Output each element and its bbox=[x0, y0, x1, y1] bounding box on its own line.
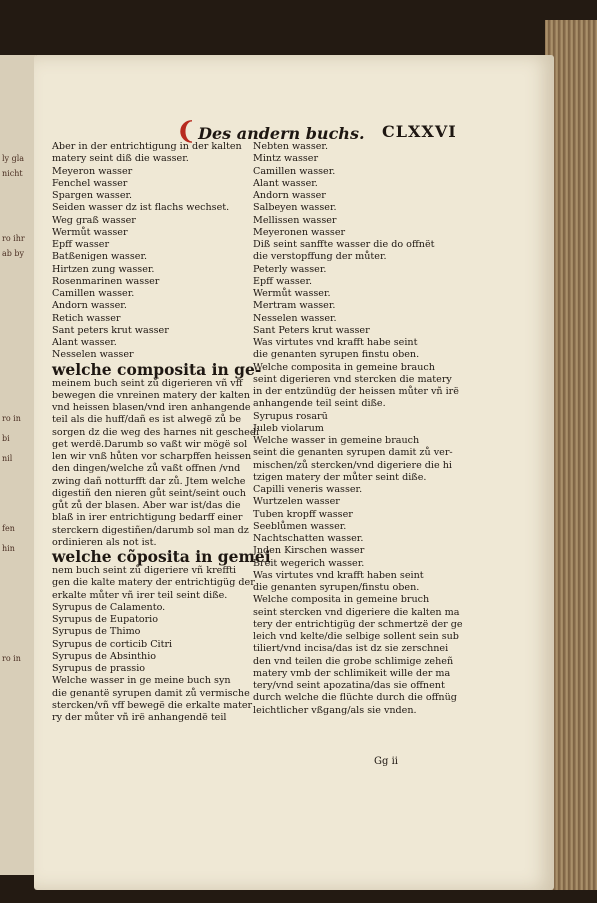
text-line: sterckern digestiñen/darumb sol man dz bbox=[52, 524, 249, 536]
text-line: die verstopffung der můter. bbox=[253, 251, 387, 263]
text-line: stercken/vñ vff bewegë die erkalte mater bbox=[52, 699, 253, 711]
text-line: zwing dañ notturfft dar zů. Jtem welche bbox=[52, 475, 246, 487]
text-line: Welche composita in gemeine bruch bbox=[253, 594, 430, 606]
text-line: tiliert/vnd incisa/das ist dz sie zerschnei bbox=[253, 643, 449, 655]
text-line: Camillen wasser. bbox=[253, 165, 336, 177]
text-line: Alant wasser. bbox=[253, 177, 318, 189]
text-line: Welche wasser in gemeine brauch bbox=[253, 435, 420, 446]
text-line: leichtlicher vßgang/als sie vnden. bbox=[253, 704, 417, 716]
text-line: get werdë.Darumb so vaßt wir mögë sol bbox=[52, 438, 248, 450]
text-line: Syrupus de prassio bbox=[52, 663, 146, 674]
text-line: Salbeyen wasser. bbox=[253, 202, 337, 214]
folio-number: CLXXVI bbox=[382, 122, 457, 141]
text-line: Capilli veneris wasser. bbox=[253, 484, 363, 495]
text-line: Wermůt wasser bbox=[52, 226, 128, 238]
text-line: Syrupus de Eupatorio bbox=[52, 614, 159, 625]
text-line: meinem buch seint zů digerieren vñ vff bbox=[52, 377, 243, 389]
text-line: Juleb violarum bbox=[253, 422, 324, 434]
left-page-text: ro ihr bbox=[2, 234, 25, 243]
text-line: Was virtutes vnd krafft haben seint bbox=[253, 569, 424, 581]
text-line: Syrupus de Absinthio bbox=[52, 650, 157, 662]
text-line: ry der můter vñ irë anhangendë teil bbox=[52, 712, 227, 723]
text-line: Welche wasser in ge meine buch syn bbox=[52, 675, 231, 687]
text-line: Seiden wasser dz ist flachs wechset. bbox=[52, 202, 230, 214]
text-line: bewegen die vnreinen matery der kalten bbox=[52, 389, 250, 401]
left-page-text: ly gla bbox=[2, 154, 25, 163]
text-line: Sant Peters krut wasser bbox=[253, 324, 370, 336]
left-page-text: nil bbox=[2, 454, 13, 463]
text-line: vnd heissen blasen/vnd iren anhangende bbox=[52, 402, 251, 413]
text-line: teil als die huff/dañ es ist alwegë zů be bbox=[52, 414, 242, 426]
text-line: Diß seint sanffte wasser die do offnët bbox=[253, 239, 435, 250]
text-line: Nesselen wasser bbox=[52, 349, 134, 361]
text-line: Nebten wasser. bbox=[253, 141, 329, 152]
red-initial-mark: ❨ bbox=[176, 116, 197, 145]
text-line: len wir vnß hůten vor scharpffen heissen bbox=[52, 451, 252, 462]
text-line: Nesselen wasser. bbox=[253, 312, 337, 324]
right-column bbox=[253, 141, 463, 717]
text-line: Syrupus de corticib Citri bbox=[52, 638, 173, 650]
text-line: digestiñ den nieren gůt seint/seint ouch bbox=[52, 487, 246, 499]
section-heading-2: welche cõposita in gemei bbox=[52, 547, 271, 566]
text-line: die genanten syrupen/finstu oben. bbox=[253, 582, 420, 593]
text-line: Hirtzen zung wasser. bbox=[52, 263, 155, 275]
text-line: den dingen/welche zů vaßt offnen /vnd bbox=[52, 463, 241, 475]
text-line: Wurtzelen wasser bbox=[253, 496, 340, 508]
text-line: sorgen dz die weg des harnes nit geschedi bbox=[52, 426, 260, 438]
left-page-text: fen bbox=[2, 524, 15, 533]
left-page-text: nicht bbox=[2, 169, 23, 178]
left-page-text: bi bbox=[2, 434, 10, 443]
text-line: leich vnd kelte/die selbige sollent sein sub bbox=[253, 631, 459, 642]
signature-mark: Gg ii bbox=[374, 756, 398, 767]
text-line: Welche composita in gemeine brauch bbox=[253, 361, 435, 373]
text-line: erkalte můter vñ irer teil seint diße. bbox=[52, 589, 228, 601]
text-line: Alant wasser. bbox=[52, 337, 117, 348]
left-page-text: ro in bbox=[2, 414, 21, 423]
text-line: Epff wasser. bbox=[253, 275, 313, 287]
text-line: gen die kalte matery der entrichtigüg der bbox=[52, 577, 255, 589]
text-line: seint digerieren vnd stercken die matery bbox=[253, 373, 452, 385]
text-line: die genantë syrupen damit zů vermische bbox=[52, 687, 250, 699]
text-line: Breit wegerich wasser. bbox=[253, 557, 365, 569]
text-line: Epff wasser bbox=[52, 239, 110, 250]
text-line: Rosenmarinen wasser bbox=[52, 275, 160, 287]
text-line: Tuben kropff wasser bbox=[253, 508, 353, 520]
text-line: Syrupus rosarū bbox=[253, 410, 328, 422]
text-line: Peterly wasser. bbox=[253, 263, 327, 275]
text-line: Was virtutes vnd krafft habe seint bbox=[253, 337, 418, 348]
text-line: Retich wasser bbox=[52, 312, 121, 324]
text-line: Batßenigen wasser. bbox=[52, 251, 148, 263]
text-line: matery vmb der schlimikeit wille der ma bbox=[253, 667, 451, 679]
left-page-text: ab by bbox=[2, 249, 25, 258]
text-line: Weg graß wasser bbox=[52, 214, 136, 226]
text-line: Andorn wasser bbox=[253, 190, 326, 201]
left-page-text: ro in bbox=[2, 654, 21, 663]
text-line: Syrupus de Thimo bbox=[52, 626, 141, 638]
text-line: tzigen matery der můter seint diße. bbox=[253, 471, 427, 483]
text-line: nem buch seint zů digeriere vñ kreffti bbox=[52, 565, 237, 576]
text-line: Camillen wasser. bbox=[52, 288, 135, 299]
section-heading-1: welche composita in ge- bbox=[52, 359, 262, 379]
left-page-edge bbox=[0, 55, 38, 875]
text-line: Sant peters krut wasser bbox=[52, 324, 169, 336]
text-line: Mintz wasser bbox=[253, 153, 319, 165]
text-line: Jnden Kirschen wasser bbox=[253, 545, 365, 557]
text-line: matery seint diß die wasser. bbox=[52, 153, 189, 165]
text-line: den vnd teilen die grobe schlimige zeheñ bbox=[253, 655, 454, 667]
text-line: gůt zů der blasen. Aber war ist/das die bbox=[52, 500, 241, 511]
text-line: in der entzündüg der heissen můter vñ irë bbox=[253, 386, 459, 397]
text-line: Aber in der entrichtigung in der kalten bbox=[52, 141, 242, 152]
text-line: blaß in irer entrichtigung bedarff einer bbox=[52, 512, 243, 524]
text-line: ordinieren als not ist. bbox=[52, 536, 157, 548]
text-line: anhangende teil seint diße. bbox=[253, 398, 386, 410]
text-line: Syrupus de Calamento. bbox=[52, 601, 166, 613]
text-line: Meyeronen wasser bbox=[253, 226, 346, 238]
text-line: Seeblůmen wasser. bbox=[253, 520, 347, 532]
header-title: Des andern buchs. bbox=[198, 124, 365, 143]
left-column bbox=[52, 141, 271, 724]
text-line: Fenchel wasser bbox=[52, 177, 128, 189]
text-line: Andorn wasser. bbox=[52, 300, 127, 312]
text-line: seint die genanten syrupen damit zů ver- bbox=[253, 447, 453, 459]
text-line: Mellissen wasser bbox=[253, 214, 337, 226]
text-line: tery der entrichtigüg der schmertzë der ge bbox=[253, 618, 463, 630]
text-line: Meyeron wasser bbox=[52, 165, 133, 177]
text-line: durch welche die flüchte durch die offnüg bbox=[253, 692, 457, 704]
text-line: Nachtschatten wasser. bbox=[253, 533, 364, 544]
text-line: die genanten syrupen finstu oben. bbox=[253, 349, 420, 361]
text-line: Mertram wasser. bbox=[253, 300, 336, 312]
text-line: mischen/zů stercken/vnd digeriere die hi bbox=[253, 459, 452, 471]
left-page-text: hin bbox=[2, 544, 15, 553]
text-line: seint stercken vnd digeriere die kalten ma bbox=[253, 606, 460, 618]
text-line: tery/vnd seint apozatina/das sie offnent bbox=[253, 680, 445, 691]
text-line: Spargen wasser. bbox=[52, 190, 133, 201]
text-line: Wermůt wasser. bbox=[253, 288, 331, 299]
